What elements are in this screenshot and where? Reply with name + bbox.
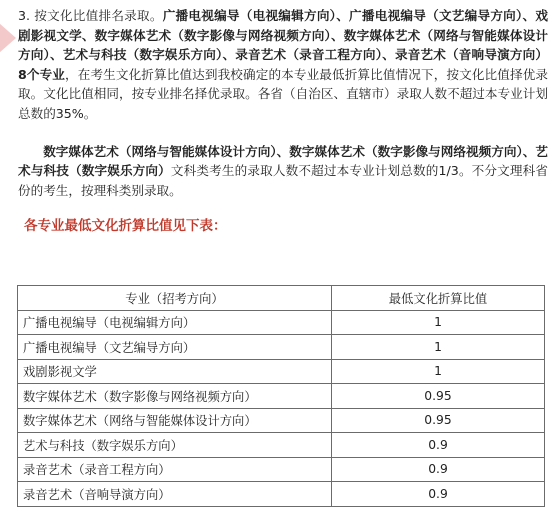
- limited-majors-list: 数字媒体艺术（网络与智能媒体设计方向）、数字媒体艺术（数字影像与网络视频方向）、艺术与科技（数字娱乐方向）: [18, 143, 548, 179]
- table-row: [18, 335, 545, 360]
- table-row: [18, 384, 545, 409]
- header-major: 专业（招考方向）: [18, 286, 332, 311]
- cell-ratio: 0.95: [332, 408, 545, 433]
- cell-major: 广播电视编导（文艺编导方向）: [18, 335, 332, 360]
- min-ratio-table: [17, 285, 545, 507]
- cell-ratio: 1: [332, 359, 545, 384]
- rule-3-prefix: 3. 按文化比值排名录取。: [18, 8, 163, 23]
- cell-major: 录音艺术（音响导演方向）: [18, 482, 332, 507]
- decorative-arrow-shape: [0, 8, 16, 68]
- document-content: [18, 6, 548, 234]
- table-title: 各专业最低文化折算比值见下表：: [24, 218, 227, 235]
- cell-major: 数字媒体艺术（数字影像与网络视频方向）: [18, 384, 332, 409]
- cell-ratio: 0.9: [332, 433, 545, 458]
- table-row: [18, 408, 545, 433]
- cell-ratio: 0.95: [332, 384, 545, 409]
- table-row: [18, 359, 545, 384]
- table-row: [18, 433, 545, 458]
- cell-ratio: 1: [332, 310, 545, 335]
- header-min-ratio: 最低文化折算比值: [332, 286, 545, 311]
- table-row: [18, 482, 545, 507]
- rule-3-major-count: 8个专业: [18, 66, 66, 82]
- cell-major: 戏剧影视文学: [18, 359, 332, 384]
- cell-major: 录音艺术（录音工程方向）: [18, 457, 332, 482]
- cell-major: 广播电视编导（电视编辑方向）: [18, 310, 332, 335]
- cell-ratio: 0.9: [332, 457, 545, 482]
- rule-3-majors-list: 广播电视编导（电视编辑方向）、广播电视编导（文艺编导方向）、戏剧影视文学、数字媒体艺术（数字影像与网络视频方向）、数字媒体艺术（网络与智能媒体设计方向）、艺术与科技（数字娱乐方向）、录音艺术（录音工程方向）、录音艺术（音响导演方向）: [18, 8, 548, 63]
- cell-major: 数字媒体艺术（网络与智能媒体设计方向）: [18, 408, 332, 433]
- paragraph-liberal-arts-limit: [18, 142, 548, 201]
- cell-ratio: 0.9: [332, 482, 545, 507]
- limit-text: 文科类考生的录取人数不超过本专业计划总数的1/3。不分文理科省份的考生，按理科类别录取。: [18, 163, 548, 198]
- cell-major: 艺术与科技（数字娱乐方向）: [18, 433, 332, 458]
- cell-ratio: 1: [332, 335, 545, 360]
- rule-3-text: ，在考生文化折算比值达到我校确定的本专业最低折算比值情况下，按文化比值择优录取。文化比值相同，按专业排名择优录取。各省（自治区、直辖市）录取人数不超过本专业计划总数的35%。: [18, 66, 549, 121]
- paragraph-rule-3: [18, 6, 548, 124]
- table-row: [18, 310, 545, 335]
- table-header-row: [18, 286, 545, 311]
- table-row: [18, 457, 545, 482]
